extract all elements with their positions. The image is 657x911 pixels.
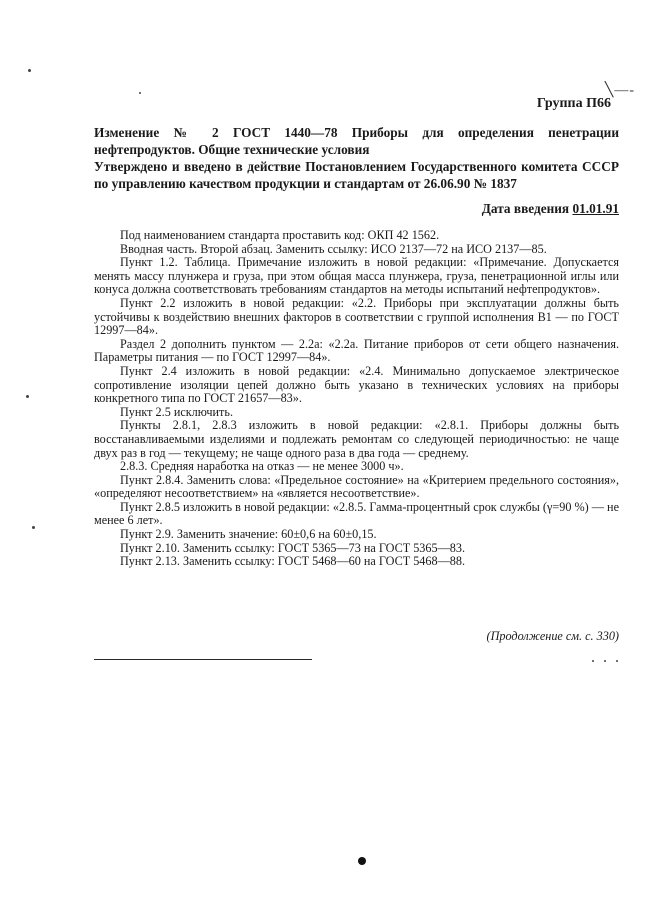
paragraph: Пункт 2.8.5 изложить в новой редакции: «2.8.5. Гамма-процентный срок службы (γ=90 %) — не менее 6 лет». xyxy=(94,499,619,528)
scan-speck xyxy=(604,660,606,662)
paragraph: Раздел 2 дополнить пунктом — 2.2а: «2.2а. Питание приборов от сети общего назначения. Параметры питания — по ГОСТ 12997—84». xyxy=(94,336,619,365)
paragraph: Пункт 2.10. Заменить ссылку: ГОСТ 5365—73 на ГОСТ 5365—83. xyxy=(120,540,465,555)
change-title: Изменение № 2 ГОСТ 1440—78 Приборы для определения пенетрации нефтепродуктов. Общие технические условия xyxy=(94,125,619,157)
continuation-note: (Продолжение см. с. 330) xyxy=(486,629,619,643)
paragraph: 2.8.3. Средняя наработка на отказ — не менее 3000 ч». xyxy=(120,459,404,474)
footnote-rule xyxy=(94,659,312,660)
bullet-dot xyxy=(358,857,366,865)
approval-statement: Утверждено и введено в действие Постановлением Государственного комитета СССР по управлению качеством продукции и стандартам от 26.06.90 № 1837 xyxy=(94,159,619,191)
effective-date-value: 01.01.91 xyxy=(572,201,619,216)
scan-speck xyxy=(139,92,141,94)
paragraph: Пункт 2.9. Заменить значение: 60±0,6 на 60±0,15. xyxy=(120,527,377,542)
paragraph: Пункт 2.4 изложить в новой редакции: «2.4. Минимально допускаемое электрическое сопротивление изоляции цепей должно быть указано в технических условиях на приборы конкретного типа по ГОСТ 21657—83». xyxy=(94,363,619,406)
scan-speck xyxy=(28,69,31,72)
scan-speck xyxy=(32,526,35,529)
effective-date-label: Дата введения xyxy=(481,201,570,216)
group-code: Группа П66 xyxy=(536,96,611,111)
paragraph: Под наименованием стандарта проставить код: ОКП 42 1562. xyxy=(120,228,440,242)
paragraph: Вводная часть. Второй абзац. Заменить ссылку: ИСО 2137—72 на ИСО 2137—85. xyxy=(120,241,547,256)
effective-date xyxy=(482,201,619,217)
scan-speck xyxy=(592,660,594,662)
scan-speck xyxy=(26,395,29,398)
paragraph: Пункты 2.8.1, 2.8.3 изложить в новой редакции: «2.8.1. Приборы должны быть восстанавливаемыми изделиями и подлежать ремонтам со следующей периодичностью: не чаще двух раз в год — текущему; не чаще одного раза в два года — среднему. xyxy=(94,418,619,460)
paragraph: Пункт 1.2. Таблица. Примечание изложить в новой редакции: «Примечание. Допускается менять массу плунжера и груза, при этом общая масса плунжера, груза, пенетрационной иглы или конуса должна соответствовать требованиям стандартов на методы испытаний нефтепродуктов». xyxy=(94,255,619,297)
paragraph: Пункт 2.5 исключить. xyxy=(120,404,233,419)
scan-speck xyxy=(616,660,618,662)
document-body xyxy=(94,229,619,569)
corner-mark: ╲—‑ xyxy=(604,83,635,98)
paragraph: Пункт 2.13. Заменить ссылку: ГОСТ 5468—60 на ГОСТ 5468—88. xyxy=(120,554,465,569)
paragraph: Пункт 2.8.4. Заменить слова: «Предельное состояние» на «Критерием предельного состояния», «определяют несоответствием» на «является несоответствие». xyxy=(94,472,619,501)
paragraph: Пункт 2.2 изложить в новой редакции: «2.2. Приборы при эксплуатации должны быть устойчивы к воздействию внешних факторов в соответствии с группой исполнения В1 — по ГОСТ 12997—84». xyxy=(94,295,619,338)
